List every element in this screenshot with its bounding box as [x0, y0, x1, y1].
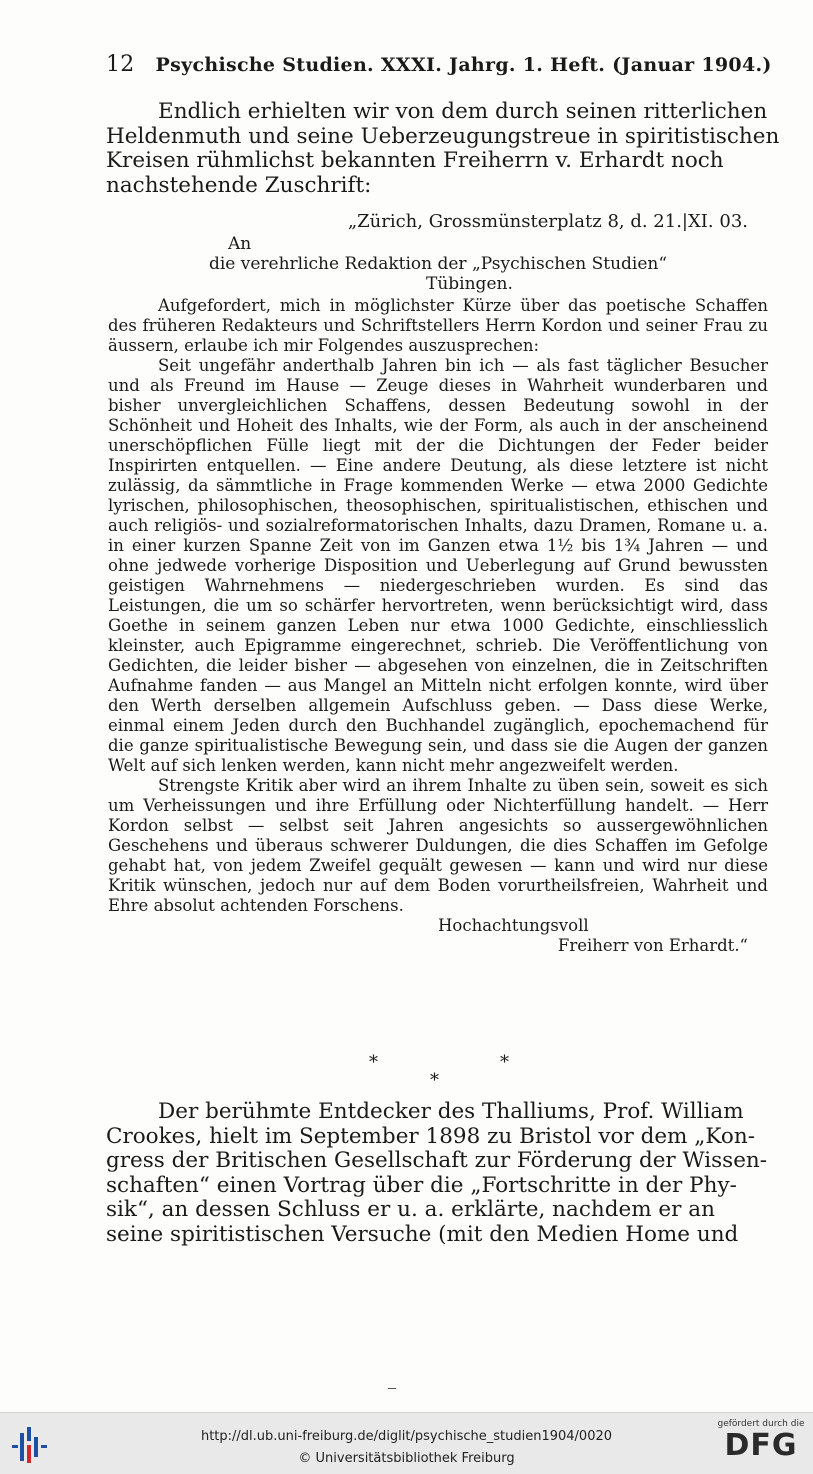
- running-title: Psychische Studien. XXXI. Jahrg. 1. Heft. (Januar 1904.): [155, 54, 772, 76]
- letter-place-date: „Zürich, Grossmünsterplatz 8, d. 21.|XI. 03.: [347, 211, 748, 232]
- running-header: [106, 52, 772, 77]
- text-line: sik“, an dessen Schluss er u. a. erklärte, nachdem er an: [106, 1197, 715, 1223]
- document-url[interactable]: http://dl.ub.uni-freiburg.de/diglit/psychische_studien1904/0020: [200, 1429, 613, 1444]
- page-number: 12: [106, 52, 135, 77]
- page-mark: [388, 1388, 396, 1389]
- copyright-notice: © Universitätsbibliothek Freiburg: [298, 1451, 515, 1466]
- text-line: seine spiritistischen Versuche (mit den Medien Home und: [106, 1221, 739, 1247]
- letter: [108, 212, 768, 956]
- letter-paragraph-2: Seit ungefähr anderthalb Jahren bin ich — als fast täglicher Besucher und als Freund im Hause — Zeuge dieses in Wahrheit wunderbaren und bisher unvergleichlichen Schaffens, dessen Bedeutung sowohl in der Schönheit und Hoheit des Inhalts, wie der Form, als auch in der anscheinend unerschöpflichen Fülle liegt mit der die Dichtungen der Feder beider Inspirirten entquellen. — Eine andere Deutung, als diese letztere ist nicht zulässig, da sämmtliche in Frage kommenden Werke — etwa 2000 Gedichte lyrischen, philosophischen, theosophischen, spiritualistischen, ethischen und auch religiös- und sozialreformatorischen Inhalts, dazu Dramen, Romane u. a. in einer kurzen Spanne Zeit von im Ganzen etwa 1½ bis 1¾ Jahren — und ohne jedwede vorherige Disposition und Ueberlegung auf Grund bewussten geistigen Wahrnehmens — niedergeschrieben wurden. Es sind das Leistungen, die um so schärfer hervortreten, wenn berücksichtigt wird, dass Goethe in seinem ganzen Leben nur etwa 1000 Gedichte, einschliesslich kleinster, auch Epigramme eingerechnet, schrieb. Die Veröffentlichung von Gedichten, die leider bisher — abgesehen von einzelnen, die in Zeitschriften Aufnahme fanden — aus Mangel an Mitteln nicht erfolgen konnte, wird über den Werth derselben allgemein Aufschluss geben. — Dass diese Werke, einmal einem Jeden durch den Buchhandel zugänglich, epochemachend für die ganze spiritualistische Bewegung sein, und dass sie die Augen der ganzen Welt auf sich lenken werden, kann nicht mehr angezweifelt werden.: [108, 356, 768, 775]
- letter-city: Tübingen.: [426, 274, 513, 294]
- text-line: schaften“ einen Vortrag über die „Fortschritte in der Phy-: [106, 1172, 737, 1198]
- letter-signature: Freiherr von Erhardt.“: [557, 936, 748, 955]
- letter-paragraph-1: Aufgefordert, mich in möglichster Kürze über das poetische Schaffen des früheren Redakteurs und Schriftstellers Herrn Kordon und seiner Frau zu äussern, erlaube ich mir Folgendes auszusprechen:: [108, 296, 768, 355]
- text-line: nachstehende Zuschrift:: [106, 172, 372, 198]
- letter-paragraph-3: Strengste Kritik aber wird an ihrem Inhalte zu üben sein, soweit es sich um Verheissungen und ihre Erfüllung oder Nichterfüllung handelt. — Herr Kordon selbst — selbst seit Jahren angesichts so aussergewöhnlichen Geschehens und überaus schwerer Duldungen, die dies Schaffen im Gefolge gehabt hat, von jedem Zweifel gequält gewesen — kann und wird nur diese Kritik wünschen, jedoch nur auf dem Boden vorurtheilsfreien, Wahrheit und Ehre absolut achtenden Forschens.: [108, 776, 768, 915]
- text-line: Endlich erhielten wir von dem durch seinen ritterlichen: [158, 99, 768, 124]
- text-line: Der berühmte Entdecker des Thalliums, Prof. William: [158, 1099, 744, 1124]
- dfg-logo-text: DFG: [724, 1428, 798, 1463]
- star: *: [500, 1052, 509, 1073]
- letter-salutation: An: [228, 234, 252, 254]
- viewer-footer: [0, 1412, 813, 1474]
- text-line: Crookes, hielt im September 1898 zu Bristol vor dem „Kon-: [106, 1123, 755, 1149]
- crookes-paragraph: [106, 1100, 768, 1248]
- separator-stars-top: [369, 1052, 509, 1073]
- dfg-tagline: gefördert durch die: [717, 1419, 805, 1429]
- separator-star-bottom: *: [430, 1070, 439, 1091]
- text-line: gress der Britischen Gesellschaft zur Förderung der Wissen-: [106, 1148, 768, 1174]
- letter-addressee: die verehrliche Redaktion der „Psychischen Studien“: [208, 254, 668, 274]
- letter-closing: Hochachtungsvoll: [438, 916, 589, 935]
- text-line: Heldenmuth und seine Ueberzeugungstreue in spiritistischen: [106, 123, 780, 149]
- text-line: Kreisen rühmlichst bekannten Freiherrn v. Erhardt noch: [106, 148, 724, 174]
- dfg-logo: [716, 1419, 806, 1471]
- intro-paragraph: [106, 99, 780, 198]
- star: *: [369, 1052, 378, 1073]
